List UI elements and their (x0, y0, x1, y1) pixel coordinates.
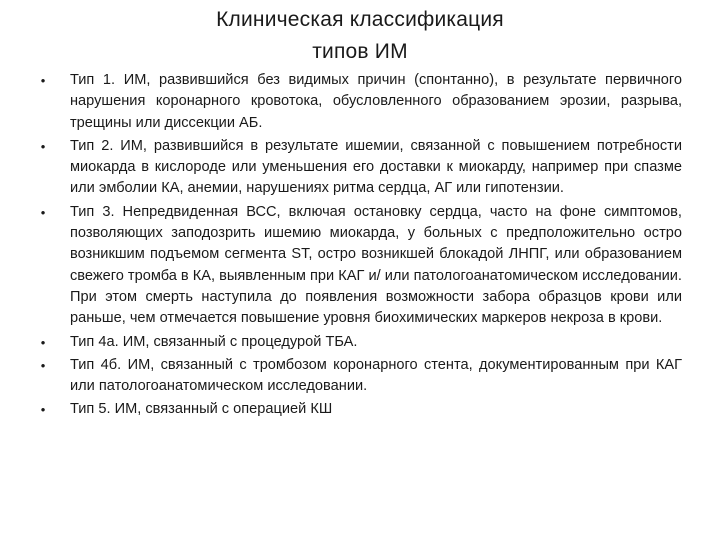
list-item-type-2 (36, 136, 682, 200)
list-item-text: Тип 4а. ИМ, связанный с процедурой ТБА. (70, 333, 358, 350)
bullet-icon: • (40, 334, 46, 350)
bullet-icon: • (40, 402, 46, 418)
bullet-icon: • (40, 73, 46, 88)
list-item-type-4b (36, 355, 682, 398)
slide-title-line-2: типов ИМ (312, 40, 408, 63)
list-item-type-1 (36, 70, 682, 134)
list-item-type-3 (36, 202, 682, 330)
bullet-icon: • (40, 357, 46, 373)
list-item-text: Тип 2. ИМ, развившийся в результате ишемии, связанной с повышением потребности миокарда в кислороде или уменьшения его доставки к миокарду, например при спазме или эмболии КА, анемии, нарушениях ритма сердца, АГ или гипотензии. (70, 137, 682, 197)
bullet-icon: • (40, 204, 46, 220)
list-item-type-4a (36, 332, 682, 353)
list-item-text: Тип 5. ИМ, связанный с операцией КШ (70, 401, 333, 418)
classification-list (36, 70, 682, 421)
list-item-text: Тип 4б. ИМ, связанный с тромбозом коронарного стента, документированным при КАГ или патологоанатомическом исследовании. (70, 356, 682, 395)
slide-title-line-1: Клиническая классификация (216, 8, 504, 31)
list-item-text: Тип 1. ИМ, развившийся без видимых причин (спонтанно), в результате первичного нарушения коронарного кровотока, обусловленного образованием эрозии, разрыва, трещины или диссекции АБ. (70, 72, 682, 131)
slide-title (140, 4, 580, 68)
list-item-type-5 (36, 399, 682, 420)
bullet-icon: • (40, 138, 46, 154)
list-item-text: Тип 3. Непредвиденная ВСС, включая остановку сердца, часто на фоне симптомов, позволяющих заподозрить ишемию миокарда, у больных с предположительно остро возникшим подъемом сегмента ST, остро возникшей блокадой ЛНПГ, или образованием свежего тромба в КА, выявленным при КАГ и/ или патологоанатомическом исследовании. При этом смерть наступила до появления возможности забора образцов крови или раньше, чем отмечается повышение уровня биохимических маркеров некроза в крови. (70, 203, 682, 327)
